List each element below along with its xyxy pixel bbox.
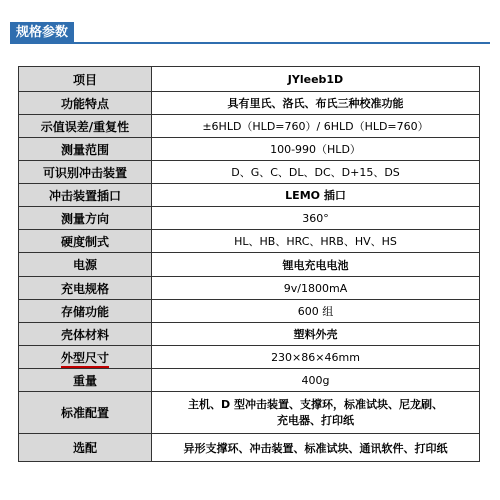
table-row	[19, 138, 480, 161]
row-value: ±6HLD（HLD=760）/ 6HLD（HLD=760）	[152, 115, 480, 138]
row-label: 充电规格	[19, 277, 152, 300]
row-label: 示值误差/重复性	[19, 115, 152, 138]
row-value: 异形支撑环、冲击装置、标准试块、通讯软件、打印纸	[152, 434, 480, 462]
row-label: 壳体材料	[19, 323, 152, 346]
row-value: 360°	[152, 207, 480, 230]
row-value: 锂电充电电池	[152, 253, 480, 277]
table-row	[19, 300, 480, 323]
table-row	[19, 92, 480, 115]
row-value: 塑料外壳	[152, 323, 480, 346]
row-label: 硬度制式	[19, 230, 152, 253]
row-label: 测量方向	[19, 207, 152, 230]
table-row	[19, 253, 480, 277]
row-label: 测量范围	[19, 138, 152, 161]
row-value-line: 主机、D 型冲击装置、支撑环，标准试块、尼龙刷、	[188, 397, 443, 411]
row-value: HL、HB、HRC、HRB、HV、HS	[152, 230, 480, 253]
table-row	[19, 230, 480, 253]
row-label: 可识别冲击装置	[19, 161, 152, 184]
row-value: 600 组	[152, 300, 480, 323]
row-value: JYleeb1D	[152, 67, 480, 92]
row-label: 重量	[19, 369, 152, 392]
row-label: 冲击装置插口	[19, 184, 152, 207]
row-value	[152, 392, 480, 434]
section-header	[10, 22, 490, 44]
table-row	[19, 161, 480, 184]
row-value: D、G、C、DL、DC、D+15、DS	[152, 161, 480, 184]
table-row	[19, 323, 480, 346]
table-row	[19, 369, 480, 392]
row-value-line: 充电器、打印纸	[277, 413, 354, 427]
row-label: 存储功能	[19, 300, 152, 323]
row-label: 选配	[19, 434, 152, 462]
table-row	[19, 115, 480, 138]
header-divider	[10, 42, 490, 44]
table-row	[19, 207, 480, 230]
row-label: 标准配置	[19, 392, 152, 434]
row-label-text: 外型尺寸	[61, 351, 109, 368]
table-row	[19, 392, 480, 434]
row-label: 电源	[19, 253, 152, 277]
row-value: 100-990（HLD）	[152, 138, 480, 161]
table-row	[19, 67, 480, 92]
row-label: 项目	[19, 67, 152, 92]
row-value: 9v/1800mA	[152, 277, 480, 300]
table-row	[19, 346, 480, 369]
row-label	[19, 346, 152, 369]
table-row	[19, 277, 480, 300]
table-row	[19, 434, 480, 462]
row-value: 具有里氏、洛氏、布氏三种校准功能	[152, 92, 480, 115]
row-label: 功能特点	[19, 92, 152, 115]
spec-table	[18, 66, 480, 462]
row-value: LEMO 插口	[152, 184, 480, 207]
section-title: 规格参数	[10, 22, 74, 44]
table-row	[19, 184, 480, 207]
row-value: 230×86×46mm	[152, 346, 480, 369]
row-value: 400g	[152, 369, 480, 392]
